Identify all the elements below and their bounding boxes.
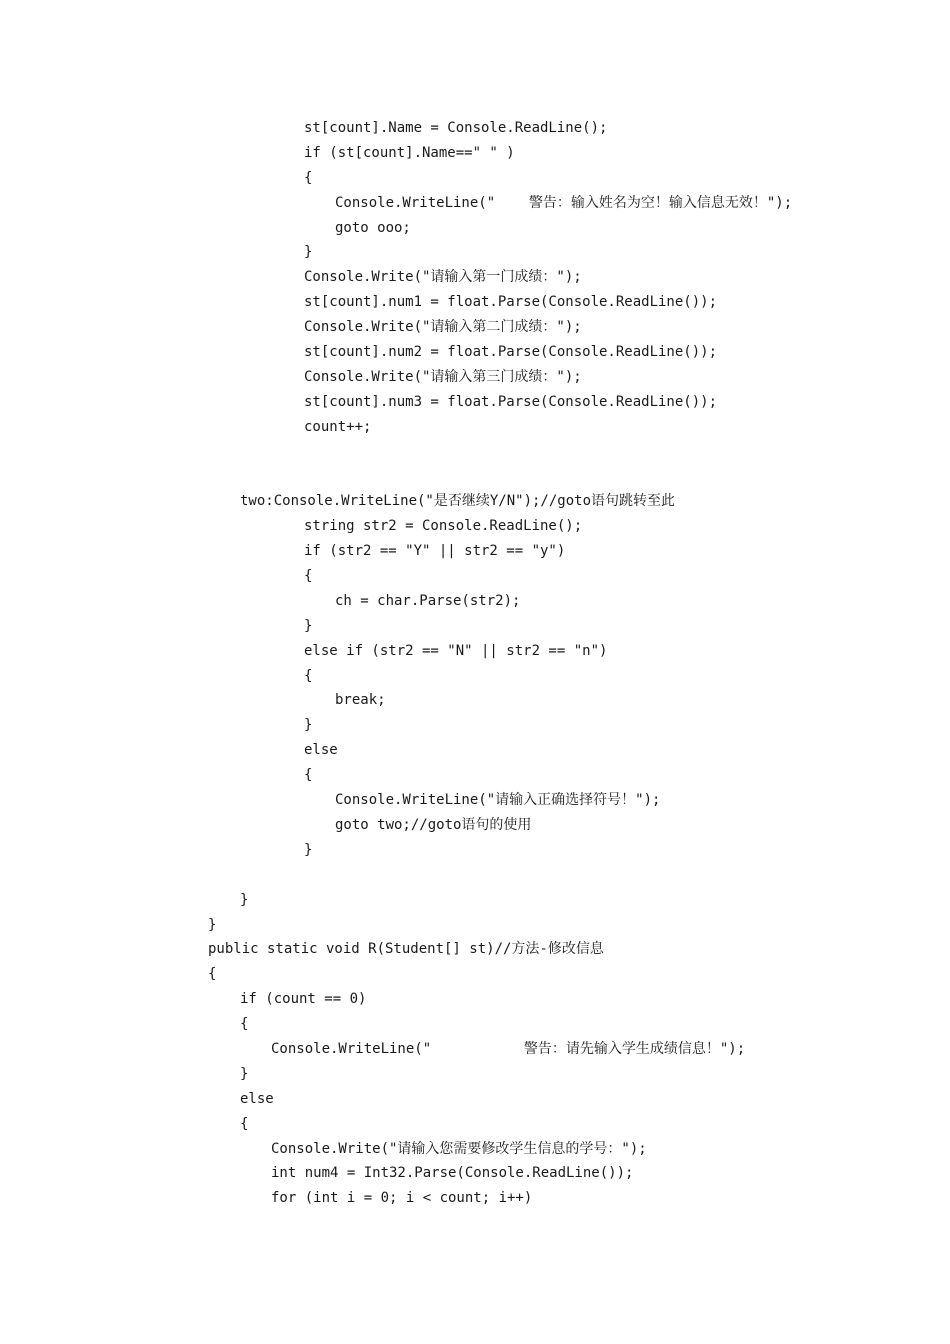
- code-line: st[count].num3 = float.Parse(Console.ReadLine());: [304, 393, 718, 410]
- code-line: goto two;//goto语句的使用: [335, 816, 532, 833]
- code-line: if (count == 0): [240, 991, 367, 1008]
- code-line: public static void R(Student[] st)//方法-修改信息: [208, 941, 604, 958]
- code-line: {: [304, 667, 313, 684]
- code-line: if (str2 == "Y" || str2 == "y"): [304, 543, 566, 560]
- code-line: [208, 863, 908, 888]
- code-line: st[count].Name = Console.ReadLine();: [304, 120, 608, 136]
- code-line: Console.Write("请输入第二门成绩：");: [304, 319, 582, 336]
- code-line: Console.WriteLine(" 警告：请先输入学生成绩信息！");: [271, 1040, 746, 1057]
- code-line: Console.Write("请输入第三门成绩：");: [304, 368, 582, 385]
- code-line: string str2 = Console.ReadLine();: [304, 518, 583, 535]
- code-line: st[count].num1 = float.Parse(Console.ReadLine());: [304, 294, 718, 311]
- code-line: {: [240, 1115, 249, 1132]
- code-line: count++;: [304, 418, 372, 435]
- code-line: }: [304, 617, 313, 634]
- code-line: Console.WriteLine(" 警告：输入姓名为空！输入信息无效！");: [335, 194, 793, 211]
- code-line: goto ooo;: [335, 219, 411, 236]
- code-line: int num4 = Int32.Parse(Console.ReadLine());: [271, 1165, 634, 1182]
- code-line: for (int i = 0; i < count; i++): [271, 1190, 533, 1207]
- code-block: [208, 116, 908, 1211]
- code-line: }: [240, 891, 249, 908]
- code-line: two:Console.WriteLine("是否继续Y/N");//goto语句跳转至此: [240, 493, 676, 510]
- code-line: Console.Write("请输入第一门成绩：");: [304, 269, 582, 286]
- code-line: break;: [335, 692, 386, 709]
- code-line: [208, 440, 908, 465]
- code-line: ch = char.Parse(str2);: [335, 592, 521, 609]
- code-line: else if (str2 == "N" || str2 == "n"): [304, 642, 608, 659]
- code-line: {: [304, 568, 313, 585]
- code-line: else: [304, 742, 338, 759]
- code-line: }: [304, 841, 313, 858]
- code-line: Console.WriteLine("请输入正确选择符号！");: [335, 792, 661, 809]
- code-line: Console.Write("请输入您需要修改学生信息的学号：");: [271, 1140, 647, 1157]
- code-line: }: [240, 1065, 249, 1082]
- code-line: {: [208, 966, 217, 983]
- code-line: }: [208, 916, 217, 933]
- code-line: {: [304, 767, 313, 784]
- code-line: {: [240, 1016, 249, 1033]
- code-line: else: [240, 1090, 274, 1107]
- code-line: {: [304, 169, 313, 186]
- code-line: }: [304, 717, 313, 734]
- code-line: [208, 464, 908, 489]
- code-line: }: [304, 244, 313, 261]
- code-line: if (st[count].Name==" " ): [304, 144, 515, 161]
- code-line: st[count].num2 = float.Parse(Console.ReadLine());: [304, 344, 718, 361]
